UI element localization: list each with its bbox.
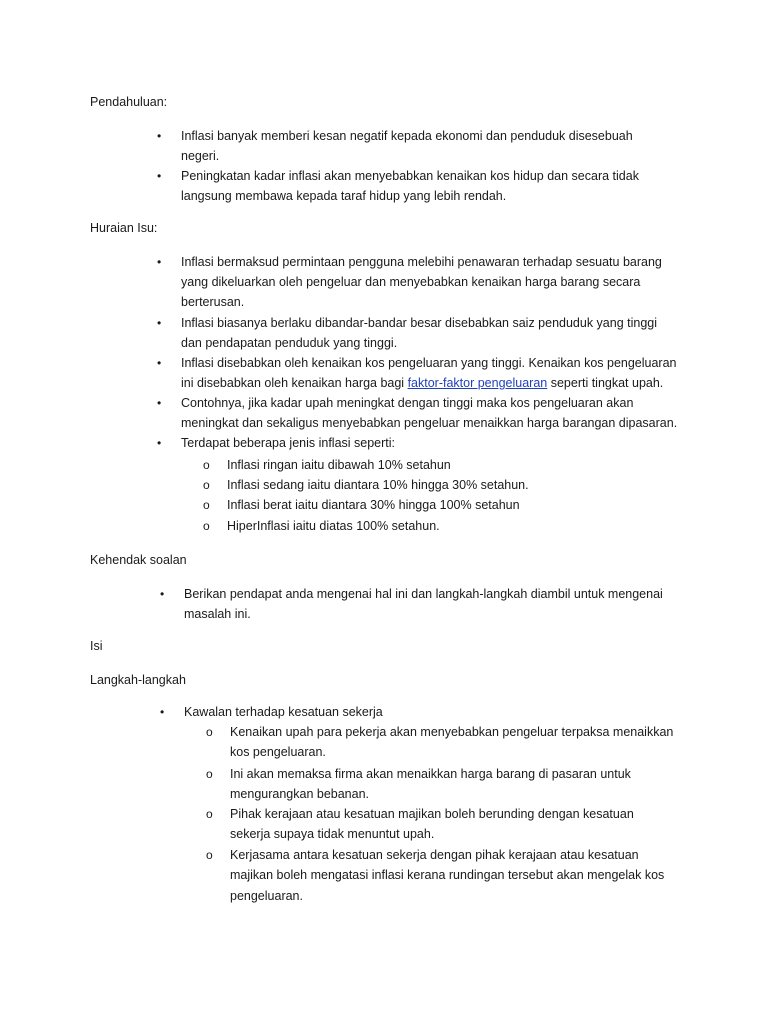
sub-list-item: Ini akan memaksa firma akan menaikkan harga barang di pasaran untuk bbox=[230, 767, 631, 781]
sub-bullet-marker: o bbox=[203, 458, 210, 472]
text-line: Berikan pendapat anda mengenai hal ini dan langkah-langkah diambil untuk mengenai bbox=[184, 587, 663, 601]
bullet-marker: • bbox=[157, 169, 162, 183]
text-span: seperti tingkat upah. bbox=[547, 376, 664, 390]
text-line: Inflasi biasanya berlaku dibandar-bandar besar disebabkan saiz penduduk yang tinggi bbox=[181, 316, 658, 330]
faktor-pengeluaran-link[interactable]: faktor-faktor pengeluaran bbox=[407, 376, 548, 390]
sub-list-item: Inflasi sedang iaitu diantara 10% hingga 30% setahun. bbox=[227, 478, 529, 492]
sub-list-item: sekerja supaya tidak menuntut upah. bbox=[230, 827, 435, 841]
text-line-with-link bbox=[181, 373, 663, 393]
section-heading-kehendak: Kehendak soalan bbox=[90, 553, 187, 567]
text-line: Peningkatan kadar inflasi akan menyebabkan kenaikan kos hidup dan secara tidak bbox=[181, 169, 639, 183]
bullet-marker: • bbox=[160, 587, 165, 601]
bullet-marker: • bbox=[157, 255, 162, 269]
text-line: meningkat dan sekaligus menyebabkan pengeluar menaikkan harga barangan dipasaran. bbox=[181, 416, 678, 430]
sub-list-item: pengeluaran. bbox=[230, 889, 303, 903]
sub-bullet-marker: o bbox=[206, 767, 213, 781]
sub-list-item: mengurangkan bebanan. bbox=[230, 787, 370, 801]
bullet-marker: • bbox=[157, 356, 162, 370]
bullet-marker: • bbox=[157, 129, 162, 143]
sub-bullet-marker: o bbox=[206, 725, 213, 739]
text-line: langsung membawa kepada taraf hidup yang lebih rendah. bbox=[181, 189, 507, 203]
text-line: Kawalan terhadap kesatuan sekerja bbox=[184, 705, 383, 719]
sub-list-item: Inflasi berat iaitu diantara 30% hingga 100% setahun bbox=[227, 498, 520, 512]
text-line: Inflasi disebabkan oleh kenaikan kos pengeluaran yang tinggi. Kenaikan kos pengeluaran bbox=[181, 356, 677, 370]
bullet-marker: • bbox=[157, 436, 162, 450]
text-line: Inflasi banyak memberi kesan negatif kepada ekonomi dan penduduk disesebuah bbox=[181, 129, 633, 143]
text-line: berterusan. bbox=[181, 295, 245, 309]
sub-list-item: Kerjasama antara kesatuan sekerja dengan pihak kerajaan atau kesatuan bbox=[230, 848, 639, 862]
section-heading-huraian: Huraian Isu: bbox=[90, 221, 158, 235]
text-line: Contohnya, jika kadar upah meningkat dengan tinggi maka kos pengeluaran akan bbox=[181, 396, 634, 410]
sub-list-item: kos pengeluaran. bbox=[230, 745, 326, 759]
sub-bullet-marker: o bbox=[206, 807, 213, 821]
sub-list-item: majikan boleh mengatasi inflasi kerana rundingan tersebut akan mengelak kos bbox=[230, 868, 665, 882]
text-line: negeri. bbox=[181, 149, 220, 163]
sub-list-item: Kenaikan upah para pekerja akan menyebabkan pengeluar terpaksa menaikkan bbox=[230, 725, 674, 739]
text-line: dan pendapatan penduduk yang tinggi. bbox=[181, 336, 398, 350]
sub-list-item: Pihak kerajaan atau kesatuan majikan boleh berunding dengan kesatuan bbox=[230, 807, 634, 821]
text-line: Terdapat beberapa jenis inflasi seperti: bbox=[181, 436, 396, 450]
section-heading-pendahuluan: Pendahuluan: bbox=[90, 95, 168, 109]
text-line: masalah ini. bbox=[184, 607, 251, 621]
sub-list-item: Inflasi ringan iaitu dibawah 10% setahun bbox=[227, 458, 451, 472]
sub-list-item: HiperInflasi iaitu diatas 100% setahun. bbox=[227, 519, 440, 533]
sub-bullet-marker: o bbox=[206, 848, 213, 862]
bullet-marker: • bbox=[157, 316, 162, 330]
text-line: yang dikeluarkan oleh pengeluar dan menyebabkan kenaikan harga barang secara bbox=[181, 275, 641, 289]
section-heading-isi: Isi bbox=[90, 639, 103, 653]
text-line: Inflasi bermaksud permintaan pengguna melebihi penawaran terhadap sesuatu barang bbox=[181, 255, 662, 269]
sub-bullet-marker: o bbox=[203, 519, 210, 533]
bullet-marker: • bbox=[160, 705, 165, 719]
section-heading-langkah: Langkah-langkah bbox=[90, 673, 186, 687]
sub-bullet-marker: o bbox=[203, 498, 210, 512]
sub-bullet-marker: o bbox=[203, 478, 210, 492]
text-span: ini disebabkan oleh kenaikan harga bagi bbox=[181, 376, 408, 390]
bullet-marker: • bbox=[157, 396, 162, 410]
